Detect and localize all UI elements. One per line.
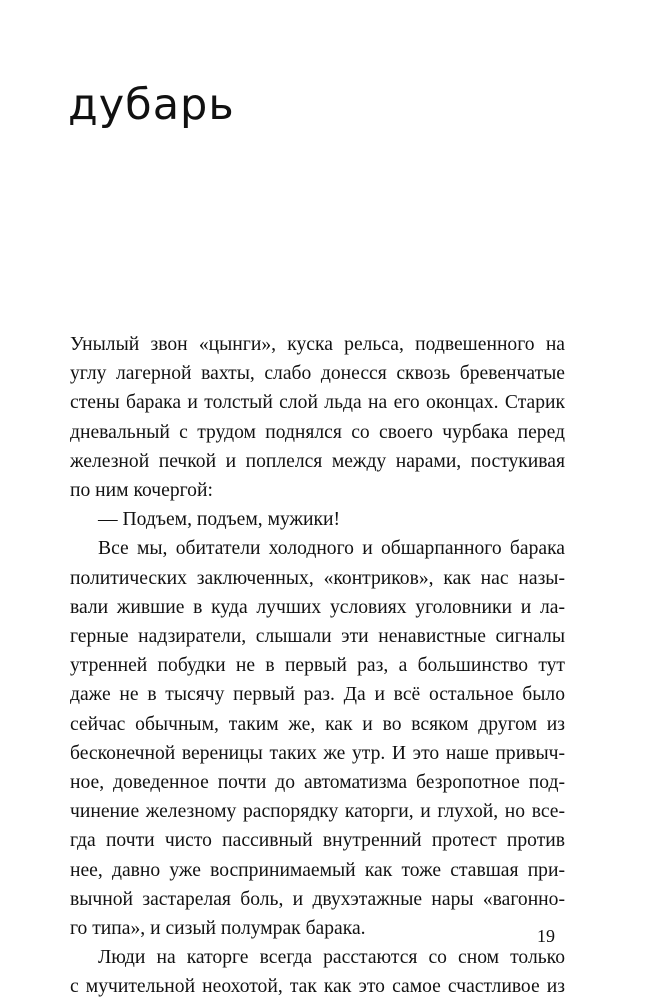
text-line: — Подъем, подъем, мужики! <box>98 509 341 531</box>
text-line: герные надзиратели, слышали эти ненавистные сигналы <box>70 626 565 648</box>
text-line: Все мы, обитатели холодного и обшарпанного барака <box>98 538 565 560</box>
text-line: даже не в тысячу первый раз. Да и всё остальное было <box>70 684 565 706</box>
text-line: нее, давно уже воспринимаемый как тоже ставшая при- <box>70 859 565 881</box>
text-line: с мучительной неохотой, так как это самое счастливое из <box>70 976 565 998</box>
text-line: бесконечной вереницы таких же утр. И это наше привыч- <box>70 742 565 764</box>
text-line: ное, доведенное почти до автоматизма безропотное под- <box>70 772 565 794</box>
text-line: стены барака и толстый слой льда на его оконцах. Старик <box>70 392 565 414</box>
text-line: по ним кочергой: <box>70 480 213 502</box>
text-line: железной печкой и поплелся между нарами, постукивая <box>70 450 565 472</box>
text-line: го типа», и сизый полумрак барака. <box>70 918 366 940</box>
body-text <box>70 330 565 1002</box>
text-line: гда почти чисто пассивный внутренний протест против <box>70 830 565 852</box>
page-number: 19 <box>537 926 555 946</box>
text-line: углу лагерной вахты, слабо донесся сквозь бревенчатые <box>70 363 565 385</box>
text-line: утренней побудки не в первый раз, а большинство тут <box>70 655 565 677</box>
text-line: Унылый звон «цынги», куска рельса, подвешенного на <box>70 334 565 355</box>
text-line: чинение железному распорядку каторги, и глухой, но все- <box>70 801 565 823</box>
text-line: вычной застарелая боль, и двухэтажные нары «вагонно- <box>70 888 565 910</box>
text-line: сейчас обычным, таким же, как и во всяком другом из <box>70 713 565 735</box>
text-line: вали жившие в куда лучших условиях уголовники и ла- <box>70 596 565 618</box>
text-line: Люди на каторге всегда расстаются со сном только <box>98 947 565 969</box>
text-line: дневальный с трудом поднялся со своего чурбака перед <box>70 421 565 443</box>
text-line: политических заключенных, «контриков», как нас назы- <box>70 567 565 589</box>
chapter-title: дубарь <box>68 80 235 130</box>
